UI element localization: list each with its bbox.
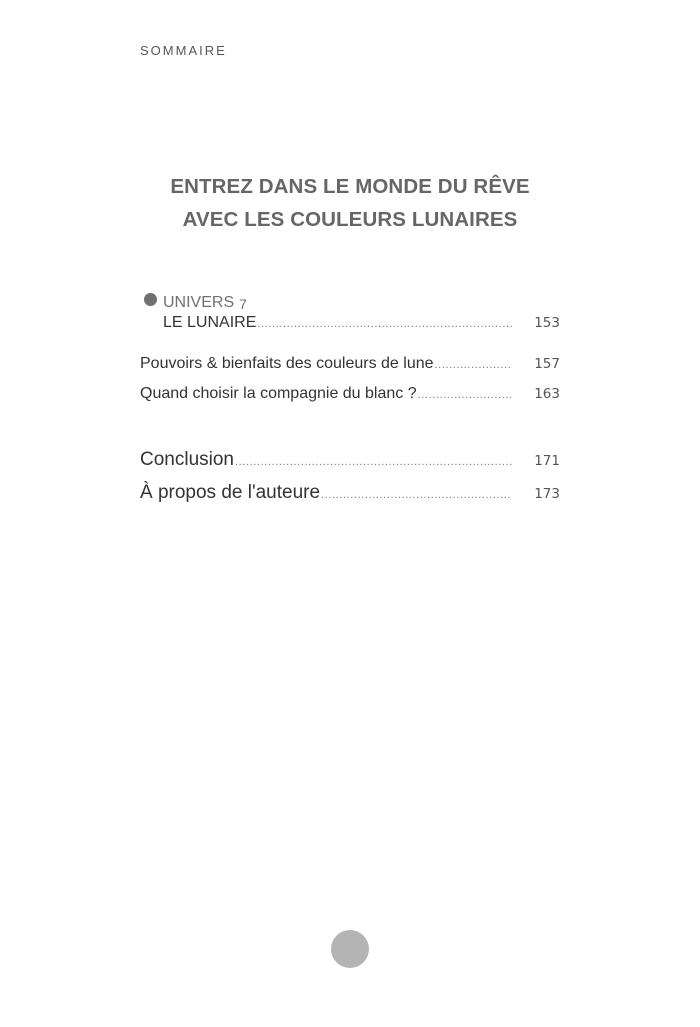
toc-page-number: 157 [534, 356, 560, 372]
dot-leader [235, 456, 512, 468]
section-header: SOMMAIRE [140, 43, 227, 58]
toc-page-number: 171 [534, 453, 560, 469]
page-title [0, 170, 700, 236]
dot-leader [418, 389, 512, 401]
toc-entry-title: LE LUNAIRE [163, 314, 257, 331]
toc-entry-pouvoirs[interactable] [140, 355, 560, 373]
toc-entry-a-propos[interactable] [140, 482, 560, 504]
univers-number: 7 [239, 296, 247, 312]
dot-leader [435, 359, 512, 371]
toc-entry-title: Pouvoirs & bienfaits des couleurs de lune [140, 355, 434, 372]
toc-entry-title: Conclusion [140, 449, 234, 470]
title-line-2: AVEC LES COULEURS LUNAIRES [182, 208, 518, 231]
dot-leader [321, 489, 512, 501]
toc-page-number: 153 [534, 315, 560, 331]
univers-label: UNIVERS [163, 294, 235, 311]
toc-entry-title: À propos de l'auteure [140, 482, 321, 503]
title-line-1: ENTREZ DANS LE MONDE DU RÊVE [170, 175, 530, 198]
dot-leader [257, 318, 512, 330]
univers-heading [140, 290, 560, 316]
univers-section [140, 290, 560, 316]
toc-page-number: 163 [534, 386, 560, 402]
toc-entry-conclusion[interactable] [140, 449, 560, 471]
toc-page-number: 173 [534, 486, 560, 502]
toc-entry-quand-choisir[interactable] [140, 385, 560, 403]
page-marker-circle [331, 930, 369, 968]
toc-entry-le-lunaire[interactable] [163, 314, 560, 332]
bullet-icon [144, 293, 157, 306]
toc-entry-title: Quand choisir la compagnie du blanc ? [140, 385, 417, 402]
